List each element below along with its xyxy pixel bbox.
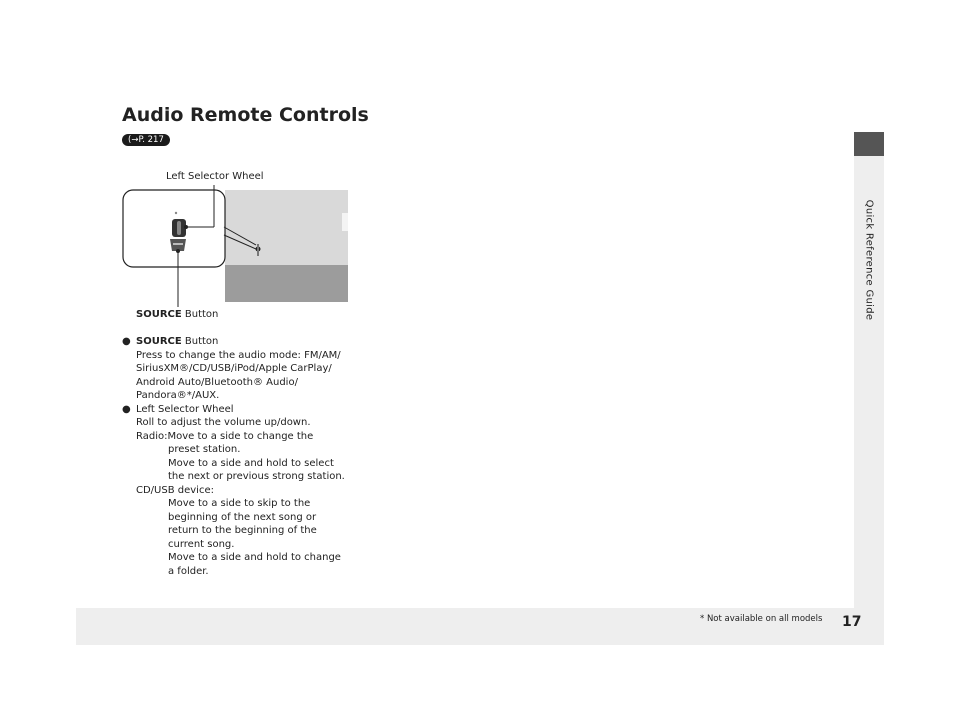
cd-line: return to the beginning of the — [168, 525, 317, 536]
bullet-icon: ● — [122, 336, 131, 347]
leader-left-wheel-dot — [184, 225, 188, 229]
cd-line: Move to a side and hold to change — [168, 552, 341, 563]
side-tab-marker — [854, 132, 884, 156]
radio-line: Move to a side to change the — [167, 430, 314, 442]
callout-source-rest: Button — [181, 309, 219, 320]
wheel-marker-small-body — [257, 244, 259, 256]
item-line: Press to change the audio mode: FM/AM/ — [136, 349, 341, 361]
item-title-rest: Button — [181, 336, 219, 347]
radio-line: preset station. — [168, 444, 241, 455]
footnote: * Not available on all models — [700, 614, 823, 624]
page-title: Audio Remote Controls — [122, 104, 369, 126]
side-tab-label: Quick Reference Guide — [863, 199, 875, 321]
callout-left-selector-wheel: Left Selector Wheel — [166, 171, 264, 182]
list-item-source — [122, 335, 357, 349]
leader-source-dot — [176, 249, 180, 253]
radio-line: the next or previous strong station. — [168, 471, 345, 482]
bullet-icon: ● — [122, 403, 131, 415]
item-line: Android Auto/Bluetooth® Audio/ — [136, 376, 298, 388]
radio-line: Move to a side and hold to select — [168, 457, 334, 469]
callout-source-button — [136, 309, 218, 320]
cd-line: beginning of the next song or — [168, 511, 317, 523]
item-line: Roll to adjust the volume up/down. — [136, 417, 311, 428]
steering-wheel-figure — [120, 185, 355, 310]
vehicle-photo-highlight — [342, 213, 348, 231]
item-title: Left Selector Wheel — [136, 403, 234, 415]
cd-line: Move to a side to skip to the — [168, 498, 311, 509]
item-line: Pandora®*/AUX. — [136, 390, 220, 401]
cd-line: a folder. — [168, 565, 209, 577]
body-text — [122, 335, 357, 578]
item-line: SiriusXM®/CD/USB/iPod/Apple CarPlay/ — [136, 363, 332, 374]
item-title — [136, 335, 218, 349]
cd-usb-label: CD/USB device: — [136, 484, 214, 496]
radio-label: Radio: — [136, 430, 168, 442]
cd-line: current song. — [168, 538, 235, 550]
item-title-bold: SOURCE — [136, 336, 182, 347]
left-selector-wheel-ridge — [177, 221, 181, 235]
callout-source-bold: SOURCE — [136, 309, 182, 320]
vehicle-photo-lower — [225, 265, 348, 302]
panel-dot — [175, 212, 177, 214]
radio-row — [122, 430, 357, 444]
source-button-label-mark — [173, 243, 183, 245]
page-reference-link[interactable]: (→P. 217 — [122, 134, 170, 146]
page-number: 17 — [842, 614, 862, 630]
list-item-left-selector — [122, 403, 357, 417]
